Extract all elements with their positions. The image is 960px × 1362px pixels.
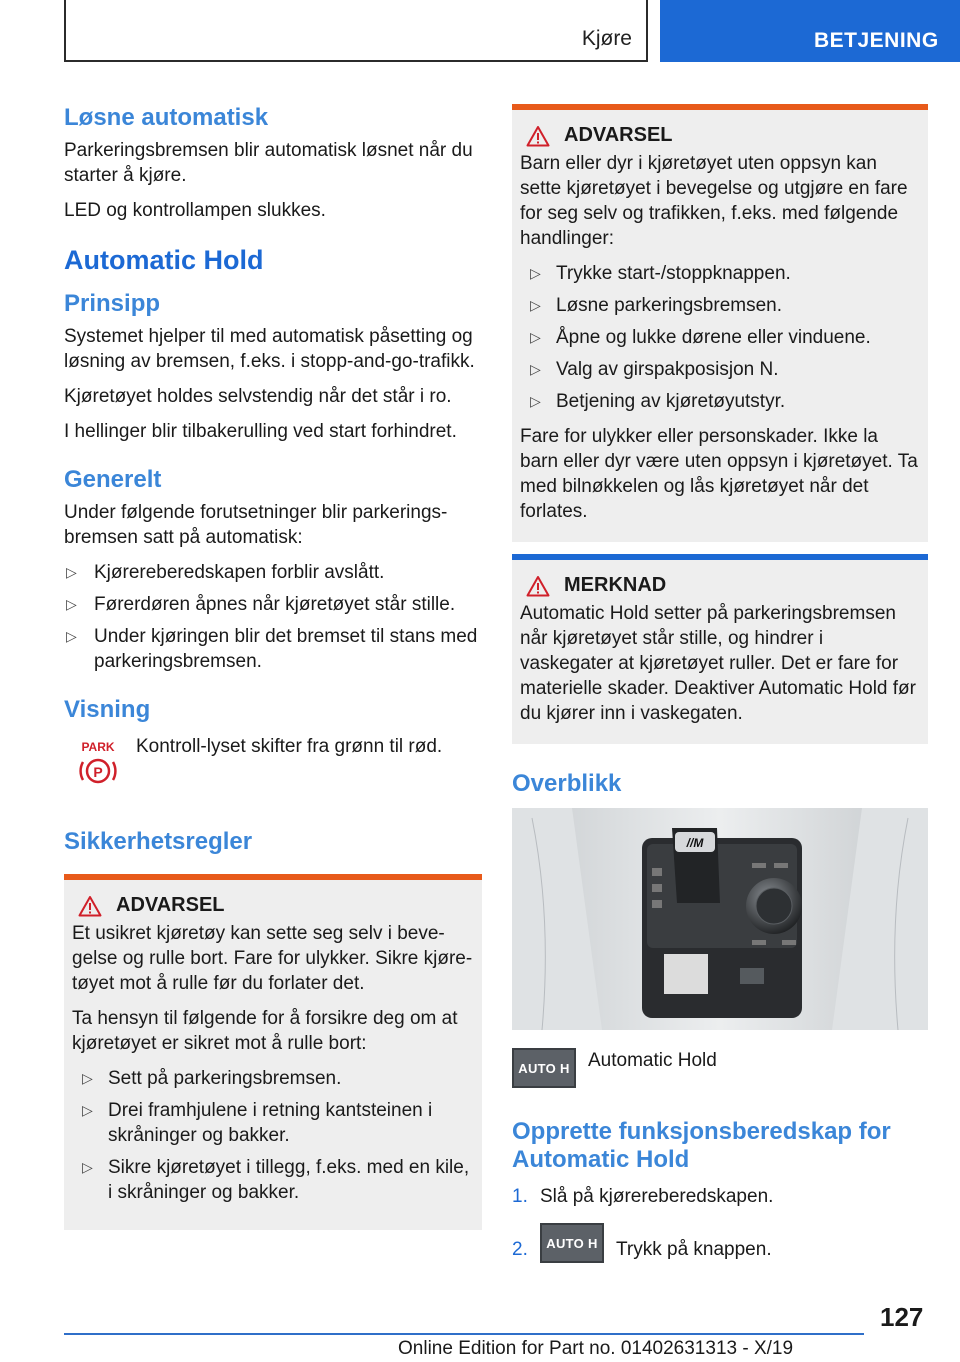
heading-prinsipp: Prinsipp [64, 290, 161, 317]
notice-box-merknad [512, 554, 928, 744]
steps-list [512, 1184, 928, 1263]
svg-text:PARK: PARK [81, 740, 115, 754]
losne-paragraph-2: LED og kontrollampen slukkes. [64, 200, 326, 221]
list-item: ▷ Under kjøringen blir det bremset til stans med parkeringsbremsen. [66, 626, 478, 672]
auto-h-button-icon: AUTO H [540, 1223, 604, 1263]
warning-box-title: ADVARSEL [72, 894, 474, 917]
safety-paragraph-2: Ta hensyn til følgende for å forsikre deg om at kjøretøyet er sikret mot å rulle bort: [72, 1008, 458, 1054]
children-warning-paragraph-2: Fare for ulykker eller personskader. Ikke la barn eller dyr være uten oppsyn i kjøretøyet. Ta med bilnøkkelen og lås kjøretøyet når det forlates. [520, 426, 918, 522]
step-item [512, 1223, 928, 1263]
list-item: ▷ Betjening av kjøretøyutstyr. [530, 391, 786, 412]
svg-text://M: //M [686, 836, 704, 850]
triangle-bullet-icon: ▷ [530, 297, 541, 313]
triangle-bullet-icon: ▷ [530, 329, 541, 345]
visning-text: Kontroll-lyset skifter fra grønn til rød. [136, 736, 443, 757]
heading-overblikk: Overblikk [512, 770, 622, 797]
auto-h-caption: Automatic Hold [588, 1050, 717, 1071]
prinsipp-paragraph-3: I hellinger blir tilbakerulling ved start forhindret. [64, 421, 457, 442]
heading-visning: Visning [64, 696, 151, 723]
list-item: ▷ Løsne parkeringsbremsen. [530, 295, 782, 316]
step-number: 1. [512, 1186, 528, 1207]
warning-triangle-icon [526, 125, 550, 147]
triangle-bullet-icon: ▷ [66, 596, 77, 612]
right-column [512, 104, 928, 1273]
triangle-bullet-icon: ▷ [82, 1070, 93, 1086]
step-item [512, 1184, 928, 1209]
heading-sikkerhetsregler: Sikkerhetsregler [64, 828, 253, 855]
header-section-box [64, 0, 648, 62]
header-chapter-tab [660, 0, 960, 62]
triangle-bullet-icon: ▷ [82, 1102, 93, 1118]
visning-row [64, 726, 482, 788]
header-chapter-title: BETJENING [814, 29, 939, 52]
triangle-bullet-icon: ▷ [82, 1159, 93, 1175]
auto-h-caption-row [512, 1048, 928, 1088]
triangle-bullet-icon: ▷ [530, 393, 541, 409]
losne-paragraph-1: Parkeringsbremsen blir automatisk løsnet når du starter å kjøre. [64, 140, 473, 186]
prinsipp-paragraph-1: Systemet hjelper til med automatisk påsetting og løsning av bremsen, f.eks. i stopp-and-go-trafikk. [64, 326, 475, 372]
list-item: ▷ Sikre kjøretøyet i tillegg, f.eks. med en kile, i skråninger og bakker. [82, 1157, 470, 1203]
prinsipp-paragraph-2: Kjøretøyet holdes selvstendig når det står i ro. [64, 386, 452, 407]
left-column [64, 104, 482, 1230]
svg-text:P: P [93, 764, 103, 780]
warning-box-children [512, 104, 928, 542]
triangle-bullet-icon: ▷ [66, 564, 77, 580]
notice-box-title: MERKNAD [520, 574, 920, 597]
warning-box-safety [64, 874, 482, 1230]
heading-automatic-hold: Automatic Hold [64, 245, 264, 275]
header-section-title: Kjøre [581, 27, 632, 50]
list-item: ▷ Trykke start-/stoppknappen. [530, 263, 791, 284]
list-item: ▷ Førerdøren åpnes når kjøretøyet står stille. [66, 594, 456, 615]
warning-triangle-icon [526, 575, 550, 597]
heading-opprette: Opprette funksjonsberedskap for Automatic Hold [512, 1118, 891, 1173]
safety-list [72, 1066, 474, 1205]
list-item: ▷ Valg av girspakposisjon N. [530, 359, 779, 380]
triangle-bullet-icon: ▷ [530, 361, 541, 377]
footer-rule [64, 1333, 864, 1335]
triangle-bullet-icon: ▷ [530, 265, 541, 281]
list-item: ▷ Kjørereberedskapen forblir avslått. [66, 562, 385, 583]
notice-text: Automatic Hold setter på parkeringsbremsen når kjøretøyet står stille, og hindrer i vaskegater at kjøretøyet ruller. Det er fare for materielle skader. Deaktiver Automatic Hold før du kjører inn i vaskegaten. [520, 603, 916, 724]
auto-h-button-icon: AUTO H [512, 1048, 576, 1088]
list-item: ▷ Sett på parkeringsbremsen. [82, 1068, 342, 1089]
heading-generelt: Generelt [64, 466, 162, 493]
park-brake-icon [70, 738, 126, 788]
step-number: 2. [512, 1239, 528, 1260]
children-warning-paragraph-1: Barn eller dyr i kjøretøyet uten oppsyn kan sette kjøretøyet i bevegelse og utgjøre en fare for seg selv og trafikken, f.eks. med følgende handlinger: [520, 153, 908, 249]
center-console-image [512, 808, 928, 1030]
step-text: Trykk på knappen. [616, 1239, 772, 1260]
list-item: ▷ Åpne og lukke dørene eller vinduene. [530, 327, 871, 348]
warning-box-title: ADVARSEL [520, 124, 920, 147]
warning-triangle-icon [78, 895, 102, 917]
step-text: Slå på kjørereberedskapen. [540, 1186, 774, 1207]
generelt-intro: Under følgende forutsetninger blir parkerings-bremsen satt på automatisk: [64, 502, 448, 548]
triangle-bullet-icon: ▷ [66, 628, 77, 644]
page-number: 127 [880, 1302, 924, 1332]
footer-edition: Online Edition for Part no. 01402631313 - X/19 [398, 1338, 794, 1359]
children-warning-list [520, 261, 920, 414]
generelt-list [64, 560, 482, 674]
heading-losne-automatisk: Løsne automatisk [64, 104, 269, 131]
safety-paragraph-1: Et usikret kjøretøy kan sette seg selv i beve-gelse og rulle bort. Fare for ulykker. Sikre kjøre-tøyet mot å rulle før du forlater det. [72, 923, 473, 994]
list-item: ▷ Drei framhjulene i retning kantsteinen i skråninger og bakker. [82, 1100, 433, 1146]
